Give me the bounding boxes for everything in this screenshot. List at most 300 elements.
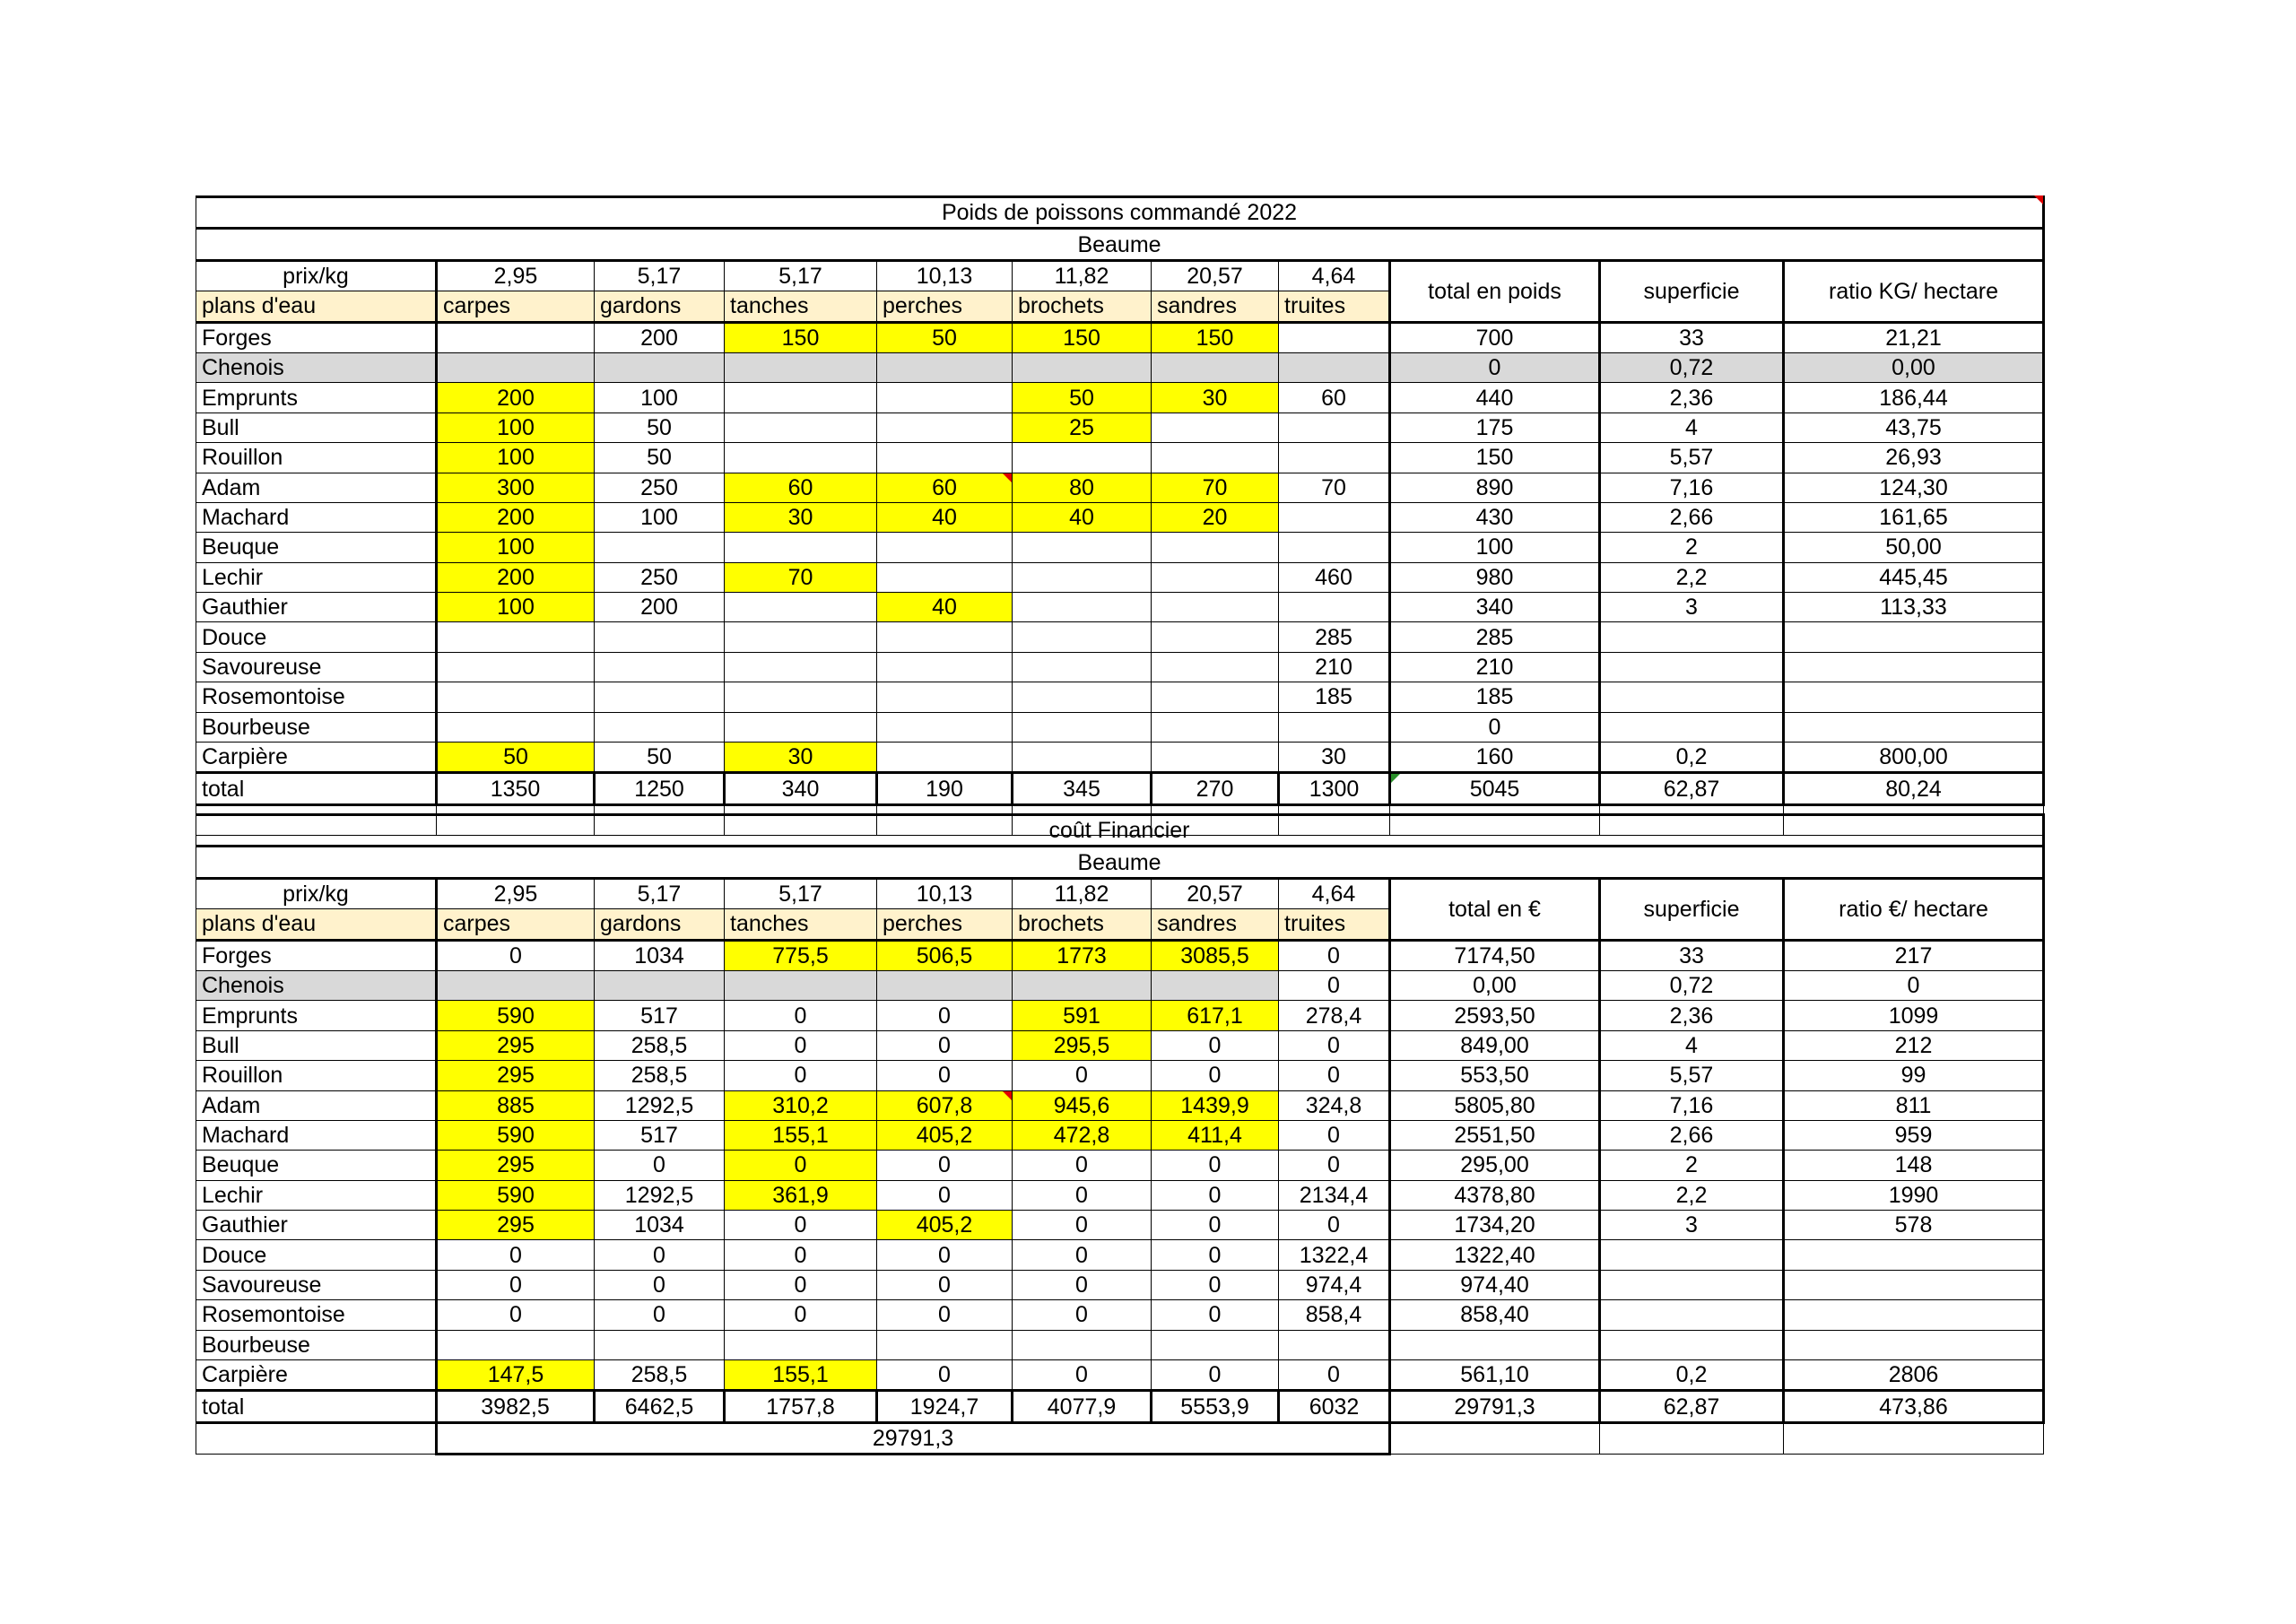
value-cell: 0	[1279, 1360, 1390, 1391]
row-total: 0	[1390, 712, 1600, 742]
row-total: 430	[1390, 502, 1600, 532]
value-cell	[725, 712, 877, 742]
row-total: 175	[1390, 413, 1600, 442]
value-cell: 0	[1013, 1061, 1152, 1090]
value-cell	[595, 533, 725, 562]
value-cell	[1152, 970, 1279, 1000]
value-cell	[877, 622, 1013, 652]
value-cell	[725, 652, 877, 682]
value-cell: 0	[1013, 1180, 1152, 1210]
value-cell: 60	[1279, 383, 1390, 413]
species-header: brochets	[1013, 909, 1152, 940]
value-cell: 150	[1013, 322, 1152, 352]
row-name: Chenois	[196, 352, 437, 382]
value-cell	[437, 682, 595, 712]
row-name: Lechir	[196, 1180, 437, 1210]
value-cell	[1279, 443, 1390, 473]
value-cell	[1013, 1330, 1152, 1359]
row-name: Forges	[196, 322, 437, 352]
row-ratio: 21,21	[1784, 322, 2044, 352]
value-cell	[1279, 712, 1390, 742]
value-cell: 0	[1279, 1120, 1390, 1150]
row-ratio: 212	[1784, 1030, 2044, 1060]
price-cell: 4,64	[1279, 260, 1390, 291]
value-cell	[725, 682, 877, 712]
value-cell	[877, 743, 1013, 773]
price-cell: 2,95	[437, 260, 595, 291]
row-name: Beuque	[196, 1151, 437, 1180]
value-cell	[437, 352, 595, 382]
value-cell: 1322,4	[1279, 1240, 1390, 1270]
value-cell	[595, 352, 725, 382]
value-cell	[1013, 533, 1152, 562]
value-cell	[1152, 682, 1279, 712]
value-cell: 100	[595, 502, 725, 532]
total-value-cell: 190	[877, 773, 1013, 804]
value-cell: 40	[877, 593, 1013, 622]
value-cell: 0	[725, 1240, 877, 1270]
plans-header: plans d'eau	[196, 909, 437, 940]
row-ratio: 578	[1784, 1211, 2044, 1240]
row-ratio	[1784, 712, 2044, 742]
value-cell: 200	[437, 562, 595, 592]
price-cell: 20,57	[1152, 878, 1279, 908]
value-cell: 0	[1152, 1030, 1279, 1060]
table-title: coût Financier	[196, 815, 2044, 847]
row-name: Forges	[196, 940, 437, 970]
value-cell: 0	[877, 1061, 1013, 1090]
value-cell: 1773	[1013, 940, 1152, 970]
row-ratio: 26,93	[1784, 443, 2044, 473]
price-cell: 5,17	[595, 260, 725, 291]
value-cell: 100	[437, 593, 595, 622]
value-cell: 100	[595, 383, 725, 413]
row-area	[1600, 1330, 1784, 1359]
row-total: 2551,50	[1390, 1120, 1600, 1150]
row-name: Rosemontoise	[196, 682, 437, 712]
value-cell	[1013, 743, 1152, 773]
value-cell: 0	[437, 1240, 595, 1270]
row-name: Machard	[196, 1120, 437, 1150]
row-total: 5805,80	[1390, 1090, 1600, 1120]
value-cell	[1013, 970, 1152, 1000]
value-cell: 0	[877, 1180, 1013, 1210]
value-cell	[1279, 413, 1390, 442]
row-area	[1600, 712, 1784, 742]
value-cell	[1152, 443, 1279, 473]
table-title: Poids de poissons commandé 2022	[196, 197, 2044, 229]
value-cell: 607,8	[877, 1090, 1013, 1120]
value-cell: 30	[1152, 383, 1279, 413]
value-cell	[437, 1330, 595, 1359]
row-ratio: 161,65	[1784, 502, 2044, 532]
species-header: truites	[1279, 291, 1390, 322]
species-header: sandres	[1152, 909, 1279, 940]
row-total: 700	[1390, 322, 1600, 352]
value-cell: 147,5	[437, 1360, 595, 1391]
row-ratio: 2806	[1784, 1360, 2044, 1391]
value-cell: 1292,5	[595, 1090, 725, 1120]
value-cell	[1152, 352, 1279, 382]
row-ratio: 0,00	[1784, 352, 2044, 382]
value-cell	[877, 443, 1013, 473]
value-cell	[725, 970, 877, 1000]
row-total: 210	[1390, 652, 1600, 682]
value-cell: 200	[437, 502, 595, 532]
row-ratio: 50,00	[1784, 533, 2044, 562]
value-cell: 0	[725, 1001, 877, 1030]
row-name: Savoureuse	[196, 652, 437, 682]
total-ratio: 80,24	[1784, 773, 2044, 804]
price-cell: 10,13	[877, 260, 1013, 291]
value-cell	[877, 682, 1013, 712]
value-cell: 0	[1013, 1151, 1152, 1180]
row-name: Emprunts	[196, 383, 437, 413]
value-cell: 295,5	[1013, 1030, 1152, 1060]
row-area: 33	[1600, 322, 1784, 352]
total-value-cell: 340	[725, 773, 877, 804]
value-cell: 70	[1152, 473, 1279, 502]
value-cell: 590	[437, 1180, 595, 1210]
value-cell: 185	[1279, 682, 1390, 712]
row-ratio	[1784, 1300, 2044, 1330]
row-area: 4	[1600, 1030, 1784, 1060]
value-cell: 60	[725, 473, 877, 502]
row-ratio: 445,45	[1784, 562, 2044, 592]
species-header: brochets	[1013, 291, 1152, 322]
total-value-cell: 1250	[595, 773, 725, 804]
empty-cell	[1390, 1422, 1600, 1454]
value-cell	[877, 562, 1013, 592]
row-total: 440	[1390, 383, 1600, 413]
row-name: Carpière	[196, 743, 437, 773]
value-cell: 0	[725, 1151, 877, 1180]
value-cell	[1152, 652, 1279, 682]
total-area: 62,87	[1600, 1391, 1784, 1422]
value-cell: 278,4	[1279, 1001, 1390, 1030]
value-cell: 258,5	[595, 1360, 725, 1391]
total-ratio: 473,86	[1784, 1391, 2044, 1422]
row-name: Bourbeuse	[196, 1330, 437, 1359]
value-cell: 1439,9	[1152, 1090, 1279, 1120]
value-cell	[1013, 562, 1152, 592]
value-cell: 0	[877, 1360, 1013, 1391]
value-cell: 30	[1279, 743, 1390, 773]
value-cell: 974,4	[1279, 1270, 1390, 1299]
row-name: Rouillon	[196, 443, 437, 473]
value-cell: 405,2	[877, 1120, 1013, 1150]
row-area: 2,66	[1600, 502, 1784, 532]
value-cell: 258,5	[595, 1030, 725, 1060]
value-cell: 40	[1013, 502, 1152, 532]
value-cell	[877, 970, 1013, 1000]
value-cell: 30	[725, 743, 877, 773]
value-cell: 472,8	[1013, 1120, 1152, 1150]
value-cell	[1279, 322, 1390, 352]
row-area: 7,16	[1600, 473, 1784, 502]
value-cell	[437, 322, 595, 352]
value-cell: 617,1	[1152, 1001, 1279, 1030]
value-cell	[725, 413, 877, 442]
value-cell: 0	[1013, 1300, 1152, 1330]
value-cell: 200	[437, 383, 595, 413]
value-cell: 200	[595, 322, 725, 352]
value-cell	[1013, 712, 1152, 742]
value-cell: 0	[1279, 940, 1390, 970]
plans-header: plans d'eau	[196, 291, 437, 322]
cost-table-container	[196, 813, 2043, 1455]
row-total: 980	[1390, 562, 1600, 592]
value-cell: 295	[437, 1151, 595, 1180]
total-header: total en €	[1390, 878, 1600, 940]
value-cell: 0	[437, 1270, 595, 1299]
row-total: 2593,50	[1390, 1001, 1600, 1030]
value-cell: 405,2	[877, 1211, 1013, 1240]
total-header: total en poids	[1390, 260, 1600, 322]
total-value-cell: 4077,9	[1013, 1391, 1152, 1422]
row-name: Emprunts	[196, 1001, 437, 1030]
row-name: Rouillon	[196, 1061, 437, 1090]
row-total: 340	[1390, 593, 1600, 622]
value-cell: 20	[1152, 502, 1279, 532]
value-cell: 155,1	[725, 1120, 877, 1150]
value-cell	[595, 970, 725, 1000]
row-total: 4378,80	[1390, 1180, 1600, 1210]
value-cell: 50	[595, 743, 725, 773]
value-cell: 150	[1152, 322, 1279, 352]
row-ratio: 99	[1784, 1061, 2044, 1090]
row-area: 33	[1600, 940, 1784, 970]
row-ratio: 811	[1784, 1090, 2044, 1120]
value-cell: 70	[725, 562, 877, 592]
value-cell	[877, 533, 1013, 562]
value-cell: 0	[1013, 1240, 1152, 1270]
value-cell	[1279, 533, 1390, 562]
species-header: perches	[877, 909, 1013, 940]
row-ratio	[1784, 1330, 2044, 1359]
value-cell: 411,4	[1152, 1120, 1279, 1150]
row-ratio	[1784, 622, 2044, 652]
value-cell: 50	[595, 443, 725, 473]
value-cell	[595, 1330, 725, 1359]
value-cell: 200	[595, 593, 725, 622]
value-cell: 50	[595, 413, 725, 442]
value-cell: 0	[1279, 1030, 1390, 1060]
value-cell: 80	[1013, 473, 1152, 502]
value-cell: 591	[1013, 1001, 1152, 1030]
weight-table-container	[196, 195, 2043, 836]
value-cell: 0	[725, 1300, 877, 1330]
cost-grand-total: 29791,3	[437, 1422, 1390, 1454]
value-cell: 295	[437, 1061, 595, 1090]
value-cell: 517	[595, 1120, 725, 1150]
row-ratio: 1099	[1784, 1001, 2044, 1030]
value-cell: 210	[1279, 652, 1390, 682]
ratio-header: ratio KG/ hectare	[1784, 260, 2044, 322]
price-cell: 5,17	[725, 878, 877, 908]
value-cell: 285	[1279, 622, 1390, 652]
value-cell: 0	[595, 1151, 725, 1180]
value-cell	[1013, 622, 1152, 652]
value-cell: 590	[437, 1120, 595, 1150]
row-total: 890	[1390, 473, 1600, 502]
row-total: 295,00	[1390, 1151, 1600, 1180]
row-area: 5,57	[1600, 443, 1784, 473]
row-ratio	[1784, 1270, 2044, 1299]
value-cell: 295	[437, 1030, 595, 1060]
total-value-cell: 1924,7	[877, 1391, 1013, 1422]
value-cell: 100	[437, 443, 595, 473]
value-cell: 506,5	[877, 940, 1013, 970]
row-area: 5,57	[1600, 1061, 1784, 1090]
row-total: 1322,40	[1390, 1240, 1600, 1270]
price-cell: 5,17	[725, 260, 877, 291]
value-cell	[1013, 682, 1152, 712]
value-cell	[595, 682, 725, 712]
row-total: 185	[1390, 682, 1600, 712]
price-cell: 5,17	[595, 878, 725, 908]
value-cell	[1152, 1330, 1279, 1359]
total-value-cell: 270	[1152, 773, 1279, 804]
value-cell	[1279, 1330, 1390, 1359]
value-cell	[1152, 413, 1279, 442]
value-cell: 25	[1013, 413, 1152, 442]
value-cell: 0	[1152, 1180, 1279, 1210]
area-header: superficie	[1600, 878, 1784, 940]
grand-total-weight: 5045	[1390, 773, 1600, 804]
value-cell: 0	[437, 940, 595, 970]
species-header: sandres	[1152, 291, 1279, 322]
value-cell: 0	[437, 1300, 595, 1330]
row-name: Gauthier	[196, 593, 437, 622]
area-header: superficie	[1600, 260, 1784, 322]
row-ratio: 43,75	[1784, 413, 2044, 442]
row-total: 150	[1390, 443, 1600, 473]
row-ratio: 124,30	[1784, 473, 2044, 502]
row-name: Adam	[196, 1090, 437, 1120]
value-cell	[437, 652, 595, 682]
species-header: carpes	[437, 909, 595, 940]
value-cell	[725, 352, 877, 382]
row-area: 2,66	[1600, 1120, 1784, 1150]
row-area	[1600, 622, 1784, 652]
value-cell: 361,9	[725, 1180, 877, 1210]
value-cell: 30	[725, 502, 877, 532]
row-ratio: 148	[1784, 1151, 2044, 1180]
row-name: Savoureuse	[196, 1270, 437, 1299]
row-name: Douce	[196, 1240, 437, 1270]
value-cell	[595, 622, 725, 652]
value-cell: 0	[1152, 1360, 1279, 1391]
value-cell: 0	[1152, 1270, 1279, 1299]
cost-table	[196, 813, 2045, 1455]
row-name: Chenois	[196, 970, 437, 1000]
row-ratio: 113,33	[1784, 593, 2044, 622]
empty-cell	[1784, 1422, 2044, 1454]
row-area: 2,2	[1600, 1180, 1784, 1210]
value-cell: 155,1	[725, 1360, 877, 1391]
row-ratio	[1784, 652, 2044, 682]
total-value-cell: 5553,9	[1152, 1391, 1279, 1422]
value-cell	[1279, 502, 1390, 532]
price-label: prix/kg	[196, 260, 437, 291]
row-name: Carpière	[196, 1360, 437, 1391]
row-name: Gauthier	[196, 1211, 437, 1240]
total-value-cell: 3982,5	[437, 1391, 595, 1422]
row-ratio	[1784, 682, 2044, 712]
value-cell: 885	[437, 1090, 595, 1120]
row-total	[1390, 1330, 1600, 1359]
row-name: Douce	[196, 622, 437, 652]
total-row-label: total	[196, 773, 437, 804]
value-cell: 858,4	[1279, 1300, 1390, 1330]
row-ratio: 800,00	[1784, 743, 2044, 773]
row-ratio	[1784, 1240, 2044, 1270]
table-subtitle: Beaume	[196, 847, 2044, 878]
value-cell	[1152, 622, 1279, 652]
value-cell	[1279, 593, 1390, 622]
value-cell: 70	[1279, 473, 1390, 502]
row-total: 0	[1390, 352, 1600, 382]
row-area: 0,72	[1600, 970, 1784, 1000]
row-area	[1600, 682, 1784, 712]
value-cell	[725, 622, 877, 652]
value-cell	[1152, 593, 1279, 622]
value-cell	[877, 712, 1013, 742]
value-cell	[1013, 593, 1152, 622]
row-name: Rosemontoise	[196, 1300, 437, 1330]
row-area	[1600, 652, 1784, 682]
value-cell: 100	[437, 413, 595, 442]
row-name: Adam	[196, 473, 437, 502]
value-cell: 0	[1152, 1240, 1279, 1270]
value-cell: 517	[595, 1001, 725, 1030]
total-value-cell: 6032	[1279, 1391, 1390, 1422]
value-cell: 295	[437, 1211, 595, 1240]
total-value-cell: 345	[1013, 773, 1152, 804]
row-area: 0,72	[1600, 352, 1784, 382]
row-area	[1600, 1270, 1784, 1299]
species-header: tanches	[725, 909, 877, 940]
price-cell: 11,82	[1013, 260, 1152, 291]
value-cell	[1013, 352, 1152, 382]
row-name: Bourbeuse	[196, 712, 437, 742]
value-cell	[437, 622, 595, 652]
value-cell: 50	[877, 322, 1013, 352]
value-cell: 0	[595, 1270, 725, 1299]
value-cell	[877, 1330, 1013, 1359]
row-name: Beuque	[196, 533, 437, 562]
table-subtitle: Beaume	[196, 229, 2044, 260]
row-total: 561,10	[1390, 1360, 1600, 1391]
empty-cell	[1600, 1422, 1784, 1454]
species-header: carpes	[437, 291, 595, 322]
species-header: gardons	[595, 291, 725, 322]
total-value-cell: 1300	[1279, 773, 1390, 804]
value-cell: 0	[877, 1240, 1013, 1270]
value-cell: 0	[725, 1270, 877, 1299]
value-cell: 150	[725, 322, 877, 352]
value-cell: 60	[877, 473, 1013, 502]
value-cell: 0	[1279, 970, 1390, 1000]
value-cell: 1034	[595, 940, 725, 970]
value-cell	[877, 413, 1013, 442]
value-cell: 0	[1013, 1211, 1152, 1240]
row-ratio: 959	[1784, 1120, 2044, 1150]
row-area: 3	[1600, 593, 1784, 622]
value-cell: 945,6	[1013, 1090, 1152, 1120]
total-value-cell: 6462,5	[595, 1391, 725, 1422]
